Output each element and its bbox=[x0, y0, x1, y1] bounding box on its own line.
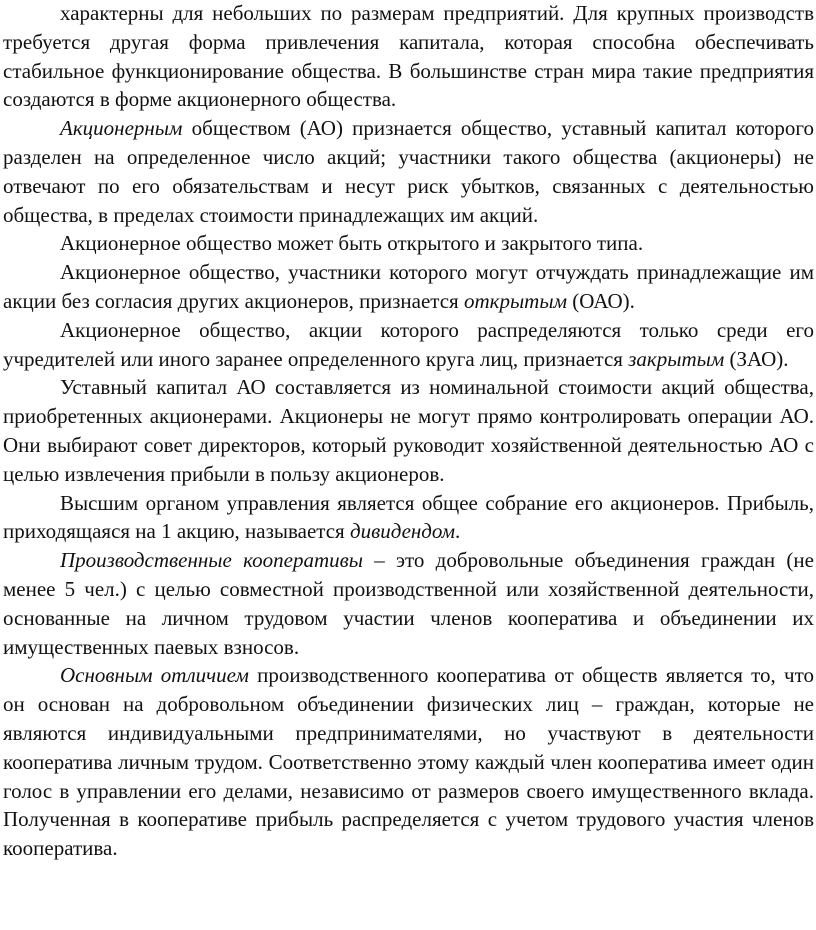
text-run: Акционерное общество, акции которого распределяются только среди его учредителей или иного заранее определенного круга лиц, признается bbox=[3, 317, 814, 371]
text-run: – это добровольные объединения граждан (не менее 5 чел.) с целью совместной производственной или хозяйственной деятельности, основанные на личном трудовом участии членов кооператива и объединении их имущественных паевых взносов. bbox=[3, 548, 814, 659]
paragraph-cooperatives bbox=[3, 546, 814, 661]
text-run: . bbox=[455, 519, 461, 544]
paragraph-governance bbox=[3, 489, 814, 547]
text-run: (ЗАО). bbox=[724, 346, 789, 371]
term-dividend: дивидендом bbox=[349, 519, 456, 544]
paragraph-open-company bbox=[3, 258, 814, 316]
paragraph-main-difference bbox=[3, 661, 814, 863]
text-run: Акционерное общество, участники которого могут отчуждать принадлежащие им акции без согласия других акционеров, признается bbox=[3, 260, 814, 313]
term-joint-stock: Акционерным bbox=[60, 116, 183, 141]
text-run: производственного кооператива от обществ является то, что он основан на добровольном объединении физических лиц – граждан, которые не являются индивидуальными предпринимателями, но участвуют в деятельности кооператива личным трудом. Соответственно этому каждый член кооператива имеет один голос в управлении его делами, независимо от размеров своего имущественного вклада. Полученная в кооперативе прибыль распределяется с учетом трудового участия членов кооператива. bbox=[3, 663, 814, 861]
paragraph-charter-capital bbox=[3, 373, 814, 488]
term-open: открытым bbox=[463, 288, 567, 313]
paragraph-intro bbox=[3, 0, 814, 114]
text-run: Акционерное общество может быть открытого и закрытого типа. bbox=[60, 231, 644, 256]
term-production-cooperatives: Производственные кооперативы bbox=[60, 548, 363, 573]
text-run: (ОАО). bbox=[566, 288, 635, 313]
paragraph-joint-stock-types bbox=[3, 229, 814, 258]
text-run: обществом (АО) признается общество, уставный капитал которого разделен на определенное число акций; участники такого общества (акционеры) не отвечают по его обязательствам и несут риск убытков, связанных с деятельностью общества, в пределах стоимости принадлежащих им акций. bbox=[3, 116, 814, 227]
term-main-difference: Основным отличием bbox=[60, 663, 249, 688]
text-run: Высшим органом управления является общее собрание его акционеров. Прибыль, приходящаяся на 1 акцию, называется bbox=[3, 490, 814, 544]
paragraph-closed-company bbox=[3, 316, 814, 374]
text-run: характерны для небольших по размерам предприятий. Для крупных производств требуется другая форма привлечения капитала, которая способна обеспечивать стабильное функционирование общества. В большинстве стран мира такие предприятия создаются в форме акционерного общества. bbox=[3, 1, 814, 112]
text-run: Уставный капитал АО составляется из номинальной стоимости акций общества, приобретенных акционерами. Акционеры не могут прямо контролировать операции АО. Они выбирают совет директоров, который руководит хозяйственной деятельностью АО с целью извлечения прибыли в пользу акционеров. bbox=[3, 375, 814, 486]
term-closed: закрытым bbox=[628, 346, 725, 371]
paragraph-joint-stock-definition bbox=[3, 114, 814, 229]
